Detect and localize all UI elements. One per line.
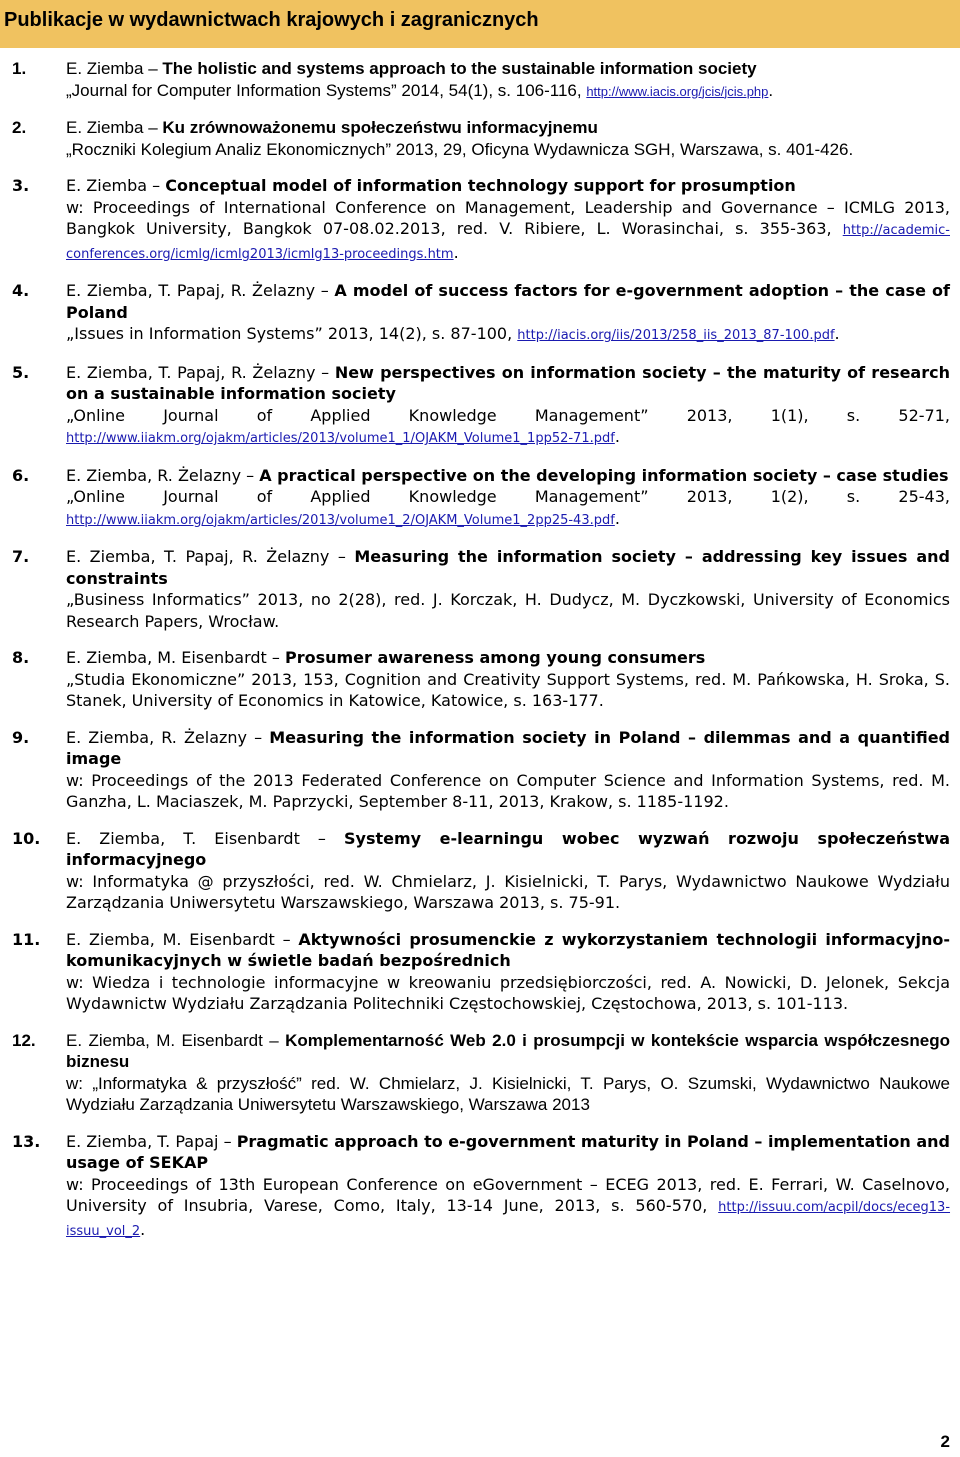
entry-details: w: Proceedings of 13th European Conference on eGovernment – ECEG 2013, red. E. Ferrari, W. Caselnovo, University of Insubria, Varese, Como, Italy, 13-14 June, 2013, s. 560-570, <box>66 1174 950 1215</box>
entry-tail: . <box>614 427 620 446</box>
entry-link[interactable]: http://issuu.com/acpil/docs/eceg13-issuu_vol_2 <box>66 1200 951 1239</box>
entry-title: Ku zrównoważonemu społeczeństwu informacyjnemu <box>162 118 598 137</box>
entry-number: 7. <box>12 547 30 566</box>
entry-authors: E. Ziemba – <box>66 176 161 195</box>
entry-tail: . <box>768 80 774 100</box>
entry-authors: E. Ziemba, T. Papaj, R. Żelazny – <box>66 547 346 566</box>
entry-link[interactable]: http://www.iiakm.org/ojakm/articles/2013/volume1_1/OJAKM_Volume1_1pp52-71.pdf <box>66 431 615 446</box>
publication-entry <box>0 929 950 1015</box>
entry-details: „Studia Ekonomiczne” 2013, 153, Cognition and Creativity Support Systems, red. M. Pańkowska, H. Sroka, S. Stanek, University of Economics in Katowice, Katowice, s. 163-177. <box>66 669 950 710</box>
entry-authors: E. Ziemba, M. Eisenbardt – <box>66 1030 279 1050</box>
publication-entry <box>0 175 950 265</box>
entry-details: w: Wiedza i technologie informacyjne w kreowaniu przedsiębiorczości, red. A. Nowicki, D. Jelonek, Sekcja Wydawnictw Wydziału Zarządzania Politechniki Częstochowskiej, Częstochowa, 2013, s. 101-113. <box>66 972 950 1013</box>
entry-tail: . <box>453 242 459 262</box>
entry-number: 9. <box>12 727 30 747</box>
entry-title: Conceptual model of information technology support for prosumption <box>165 176 796 195</box>
entry-tail: . <box>834 324 840 343</box>
entry-title: The holistic and systems approach to the sustainable information society <box>162 59 757 78</box>
entry-details: w: Proceedings of the 2013 Federated Conference on Computer Science and Information Systems, red. M. Ganzha, L. Maciaszek, M. Paprzycki, September 8-11, 2013, Krakow, s. 1185-1192. <box>66 770 950 811</box>
entry-details: w: „Informatyka & przyszłość” red. W. Chmielarz, J. Kisielnicki, T. Parys, O. Szumski, Wydawnictwo Naukowe Wydziału Zarządzania Uniwersytetu Warszawskiego, Warszawa 2013 <box>66 1073 950 1114</box>
publication-entry <box>0 727 950 813</box>
entry-title: Systemy e-learningu wobec wyzwań rozwoju społeczeństwa informacyjnego <box>66 828 951 869</box>
entry-authors: E. Ziemba, R. Żelazny – <box>66 465 255 485</box>
entry-link[interactable]: http://iacis.org/iis/2013/258_iis_2013_87-100.pdf <box>517 328 835 343</box>
entry-number: 2. <box>12 118 27 137</box>
publication-entry <box>0 117 950 160</box>
entry-number: 11. <box>12 929 41 949</box>
entry-title: Pragmatic approach to e-government maturity in Poland – implementation and usage of SEKAP <box>66 1131 950 1172</box>
entry-title: Komplementarność Web 2.0 i prosumpcji w kontekście wsparcia współczesnego biznesu <box>66 1030 950 1071</box>
publication-entry <box>0 828 950 914</box>
entry-number: 4. <box>12 281 30 300</box>
entry-authors: E. Ziemba, M. Eisenbardt – <box>66 929 291 949</box>
entry-authors: E. Ziemba, T. Papaj – <box>66 1131 232 1151</box>
publication-entry <box>0 58 950 102</box>
entry-authors: E. Ziemba, T. Eisenbardt – <box>66 828 326 848</box>
entry-details: w: Informatyka @ przyszłości, red. W. Chmielarz, J. Kisielnicki, T. Parys, Wydawnictwo Naukowe Wydziału Zarządzania Uniwersytetu Warszawskiego, Warszawa 2013, s. 75-91. <box>66 871 950 912</box>
entry-authors: E. Ziemba – <box>66 59 158 78</box>
entry-title: Prosumer awareness among young consumers <box>284 648 706 667</box>
entry-number: 5. <box>12 362 30 382</box>
publication-entry <box>0 647 950 712</box>
entry-tail: . <box>614 508 620 528</box>
entry-details: w: Proceedings of International Conference on Management, Leadership and Governance – ICMLG 2013, Bangkok University, Bangkok 07-08.02.2013, red. V. Ribiere, L. Worasinchai, s. 355-363, <box>66 197 950 238</box>
entry-authors: E. Ziemba, R. Żelazny – <box>66 727 263 747</box>
entry-number: 6. <box>12 465 30 485</box>
publication-list <box>0 58 960 1257</box>
section-header-bar <box>0 0 960 48</box>
entry-authors: E. Ziemba, T. Papaj, R. Żelazny – <box>66 281 329 300</box>
entry-authors: E. Ziemba, T. Papaj, R. Żelazny – <box>66 362 330 382</box>
publication-entry <box>0 280 950 347</box>
entry-title: Aktywności prosumenckie z wykorzystaniem technologii informacyjno-komunikacyjnych w świetle badań bezpośrednich <box>66 929 950 970</box>
entry-title: Measuring the information society in Poland – dilemmas and a quantified image <box>66 727 950 768</box>
entry-number: 1. <box>12 59 27 78</box>
entry-number: 13. <box>12 1131 41 1151</box>
entry-tail: . <box>140 1219 146 1239</box>
entry-number: 10. <box>12 828 41 848</box>
section-title: Publikacje w wydawnictwach krajowych i zagranicznych <box>4 9 539 31</box>
entry-link[interactable]: http://www.iiakm.org/ojakm/articles/2013/volume1_2/OJAKM_Volume1_2pp25-43.pdf <box>66 512 615 528</box>
publication-entry <box>0 1131 950 1243</box>
entry-link[interactable]: http://academic-conferences.org/icmlg/icmlg2013/icmlg13-proceedings.htm <box>66 223 950 262</box>
entry-title: A model of success factors for e-government adoption – the case of Poland <box>66 281 950 322</box>
publication-entry <box>0 1030 950 1116</box>
entry-link[interactable]: http://www.iacis.org/jcis/jcis.php <box>586 83 769 99</box>
page-number: 2 <box>940 1432 950 1451</box>
publication-entry <box>0 546 950 632</box>
entry-details: „Business Informatics” 2013, no 2(28), red. J. Korczak, H. Dudycz, M. Dyczkowski, University of Economics Research Papers, Wrocław. <box>66 590 950 631</box>
entry-title: New perspectives on information society – the maturity of research on a sustainable information society <box>66 362 950 403</box>
entry-details: „Journal for Computer Information Systems” 2014, 54(1), s. 106-116, <box>66 80 582 100</box>
entry-authors: E. Ziemba – <box>66 118 158 137</box>
entry-details: „Roczniki Kolegium Analiz Ekonomicznych” 2013, 29, Oficyna Wydawnicza SGH, Warszawa, s. 401-426. <box>66 139 854 159</box>
entry-details: „Online Journal of Applied Knowledge Management” 2013, 1(1), s. 52-71, <box>66 405 950 425</box>
publication-entry <box>0 362 950 450</box>
entry-number: 12. <box>12 1030 36 1050</box>
entry-details: „Issues in Information Systems” 2013, 14(2), s. 87-100, <box>66 324 513 343</box>
publication-entry <box>0 465 950 532</box>
entry-number: 3. <box>12 176 30 195</box>
entry-authors: E. Ziemba, M. Eisenbardt – <box>66 648 280 667</box>
entry-title: Measuring the information society – addressing key issues and constraints <box>66 547 950 588</box>
entry-title: A practical perspective on the developing information society – case studies <box>259 465 949 485</box>
entry-details: „Online Journal of Applied Knowledge Management” 2013, 1(2), s. 25-43, <box>66 487 950 506</box>
entry-number: 8. <box>12 648 30 667</box>
